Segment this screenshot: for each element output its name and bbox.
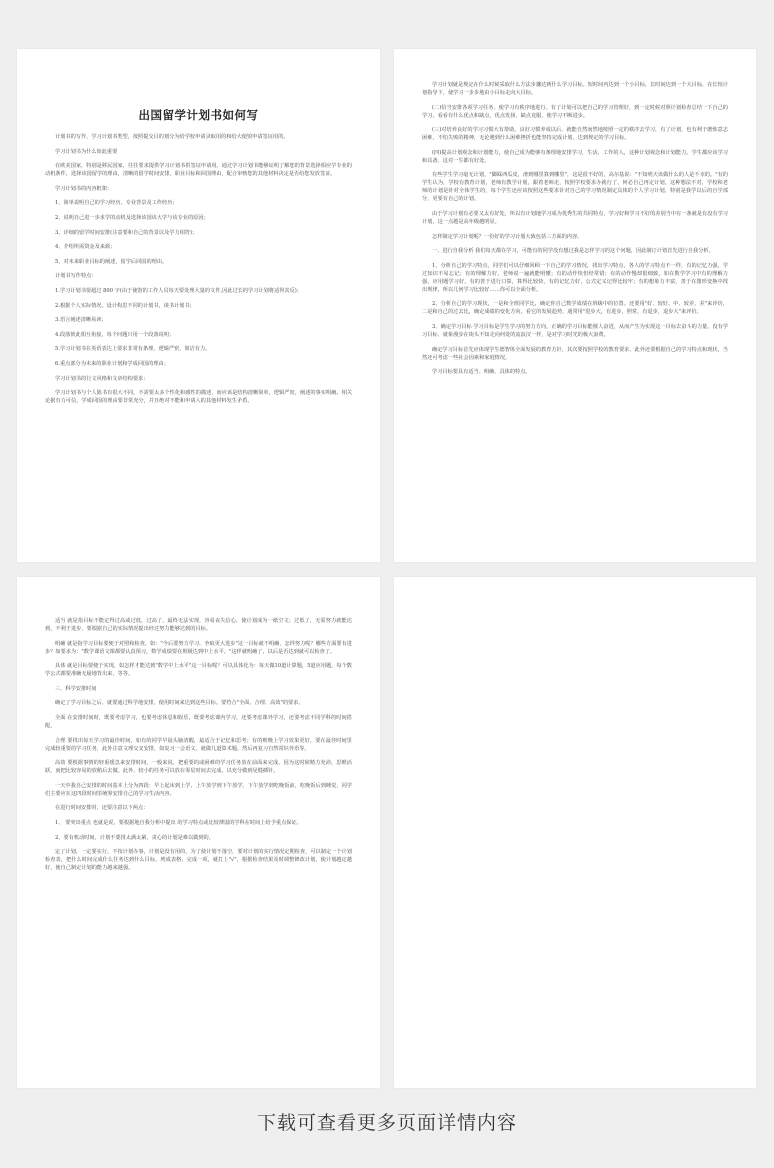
paragraph: 3、详细的留学时间安排(注意要和自己的背景以及学力相符)； xyxy=(55,229,198,236)
page-1-body xyxy=(45,133,352,405)
document-page-3 xyxy=(17,577,380,1088)
paragraph: 2、要有机动时间，计划不要排太满太紧，贪心的计划是难以做到的。 xyxy=(55,834,214,841)
document-page-2 xyxy=(394,49,756,562)
paragraph: 计划书的写作，学习计划书类型，按照提交目的划分为给学校申请录取用的和给大使馆申请签证用的。 xyxy=(55,134,289,140)
document-title: 出国留学计划书如何写 xyxy=(138,108,259,122)
paragraph: 怎样制定学习计划呢？一份好的学习计划大致包括三方面的内容。 xyxy=(432,233,583,240)
paragraph: (三)对培养良好的学习习惯大有帮助。良好习惯养成以后，就能自然而然地按照一定的秩序去学习，有了计划，也有利于磨炼意志困难，不怕失败的精神，无论遇到什么困难挫折也能坚持完成计划，达到规定的学习目标。 xyxy=(422,127,728,142)
paragraph: 三、科学安排时间 xyxy=(55,685,97,692)
paragraph: 学习计划书为什么如此重要 xyxy=(55,148,118,155)
paragraph: 全面 在安排时间时，既要考虑学习，也要考虑休息和娱乐，既要考虑课内学习，还要考虑课外学习，还要考虑不同学科的时间搭配。 xyxy=(45,714,352,729)
paragraph: 学习计划书的行文风格和文章结构要求： xyxy=(55,375,149,382)
paragraph: 定了计划，一定要实行，不按计划办事，计划是没有用的，为了使计划不落空，要对计划的实行情况定期检查，可以制定一个计划检查表，把什么时间完成什么任务达到什么目标，列成表格，完成一项，就打上"√"，根据检查结果及时调整修改计划，使计划越定越好，使自己制定计划的能力越来越强。 xyxy=(45,849,352,872)
paragraph: 确定了学习目标之后，就要通过科学地安排，使用时间来达到这些目标。要符合"全面、合理、高效"的要求。 xyxy=(55,700,304,707)
paragraph: 学习目标要具有适当、明确、具体的特点。 xyxy=(432,369,531,376)
paragraph: 4.段落彼此相互衔接，每个问题只用一个段落说明； xyxy=(55,331,175,338)
paragraph: 由于学习计划有必要又太有好处，所以有计划地学习成为优秀生的共同特点，学习好和学习不好的差别当中有一条就是有没有学习计划，这一点越是高年级越明显。 xyxy=(422,210,728,225)
paragraph: 在进行时间安排时，还要注意以下两点： xyxy=(55,805,149,812)
paragraph: 1、简单说明自己的学习经历，专业背景及工作经历； xyxy=(55,200,178,207)
download-more-caption[interactable]: 下载可查看更多页面详情内容 xyxy=(256,1112,517,1134)
paragraph: 明确 就是指学习目标要便于对照和检查，如："今后要努力学习，争取更大进步"这一目标就不明确，怎样努力呢？哪些方面要有进步？如要求为："数学课语文课都要认真预习，数学成绩要在班级达到中上水平。"这样就明确了，以后是否达到就可以检查了。 xyxy=(45,640,352,655)
paragraph: 6.重点部分为未来的职业计划和学成回国的理由； xyxy=(55,360,169,367)
paragraph: 确定学习目标首先应体现学生德智体全面发展的教育方针，其次要按照学校的教育要求，此外还要根据自己的学习特点和现状，当然还可考虑一些社会因素和家庭情况。 xyxy=(422,346,728,361)
document-page-4-blank xyxy=(394,577,756,1088)
document-page-1 xyxy=(17,49,380,562)
paragraph: 1、分析自己的学习特点，同学们可以仔细回顾一下自己的学习情况，找出学习特点，各人的学习特点不一样，有的记忆力强，学过知识不易忘记；有的理解力好，老师说一遍就能明懂；有的动作快但经常错；有的动作慢却很细致，如在数学学习中有的理解力强，应用题学习好，有的善于进行口算，算得比较快，有的记忆力好，公式定义记得比较牢；有的想象力丰富，善于在图形变换中找出规律，所以几何学习比较好……你可以全面分析。 xyxy=(422,262,728,293)
paragraph: 4、介绍所需资金及来源； xyxy=(55,244,116,251)
paragraph: 1、 要突出重点 也就是说，要根据地自我分析中提出 的学习特点或比较薄弱的学科在时间上给予重点保证。 xyxy=(55,819,302,826)
paragraph: 在欧美国家，特别是移民国家，往往要求提供学习计划书供签证申请用。通过学习计划书能够证明了解您的背景选择相应学专业的动机条件，选择该国留学的理由，清晰的留学时间安排，职业目标和回国理由，配合审核您的其他材料决定是否给您发放签证。 xyxy=(45,163,352,178)
paragraph: 2.根据个人实际情况，设计构思不同的计划书，谈书计划书； xyxy=(55,302,195,309)
paragraph: 5.学习计划书在英语表达上要求非常有条理，逻辑严密，简洁有力。 xyxy=(55,346,211,353)
paragraph: 一、进行自我分析 我们每天都在学习，可能有的同学没有想过我是怎样学习的这个问题，因此制订计划首先进行自我分析。 xyxy=(432,248,714,255)
paragraph: 1.学习计划书要超过 800 字(由于使馆的工作人员每天要处理大量的文件,因此过长的学习计划将适得其反)； xyxy=(55,287,302,294)
paragraph: 一天中我自己安排的时间基本上分为四段：早上起床到上学，上午放学到下午放学，下午放学到吃晚饭前，吃晚饭后到睡觉，同学们主要应在这四段时间里统筹安排自己的学习生活内容。 xyxy=(45,782,352,797)
paragraph: (二)恰当安排各项学习任务，使学习有秩序地进行。有了计划可以把自己的学习管理好，到一定时候对照计划检查总结一下自己的学习，看看有什么优点和缺点，优点发扬，缺点克服，使学习不断进步。 xyxy=(422,104,728,119)
paragraph: 2、分析自己的学习现状，一是和全班同学比，确定你自己数学成绩在班级中的位置。还要用"好、较好、中、较差、差"来评价，二是和自己的过去比，确定成绩的变化方向，看它的发展趋势，通常用"进步大，有进步，照常，有退步，退步大"来评价。 xyxy=(422,301,728,316)
paragraph: 具体 就是目标要便于实现，如怎样才能达到"数学中上水平"这一目标呢？可以具体化为：每天做10道计算题，5道应用题，每个数学公式都要准确无疑地背出来，等等。 xyxy=(45,663,352,678)
paragraph: 计划书写作特点： xyxy=(55,273,97,280)
paragraph: 3.语言阐述清晰易读； xyxy=(55,317,107,324)
paragraph: 适当 就是指目标不能定得过高或过低，过高了，最终无法实现，容易丧失信心，使计划成为一纸空文；过低了，无需努力就能达到，不利于进步，要根据自己的实际情况提出经过努力能够达到的目标。 xyxy=(45,618,352,632)
paragraph: 2、说明自己进一步求学的动机及选择该国该大学与该专业的原因； xyxy=(55,214,209,221)
paragraph: 学习计划书的内容框架： xyxy=(55,185,113,192)
paragraph: 3、确定学习目标 学习目标是学生学习的努力方向，正确的学习目标能催人奋进，从而产生为实现这一目标去奋斗的力量。没有学习目标，就象漫步在街头不知走向何处的流浪汉一样，是对学习时光的极大浪费。 xyxy=(422,323,728,338)
paragraph: 5、对未来职业目标的阐述，留学后回国的理由。 xyxy=(55,258,168,265)
paragraph: 高效 要根据事情的轻重缓急来安排时间，一般来说，把重要的或困难的学习任务放在前面来完成，因为这时候精力充沛，思维活跃，而把比较容易的放稍后去做。此外，较小的任务可以放在零星时间去完成，以充分做到见缝插针。 xyxy=(45,760,352,775)
paragraph: 学习计划就是规定在什么时候采取什么方法步骤达到什么学习目标。短时间内达到一个小目标，长时间达到一个大目标，在长短计划指导下，使学习一步步地由小目标走向大目标。 xyxy=(422,82,728,96)
paragraph: 有些学生学习毫无计划，"脚踩西瓜皮，滑到哪里算到哪里"，这是很不好的，高尔基说："不知明天该做什么的人是不幸的。"有的学生认为，学校有教育计划，老师有教学计划，跟着老师走，按照学校要求办就行了，何必自己再定计划，这种想法不对，学校和老师的计划是针对全体学生的，每个学生还应该按照这些要求针对自己的学习情况制定具体的个人学习计划，特别是我学以后的自学部分，更要有自己的计划。 xyxy=(422,172,728,203)
paragraph: 学习计划书与个人陈书有很大不同，不需要太多个性化和感性的描述，而应该是结构清晰简单，逻辑严密，阐述的事实明确。相关论据有力可信，学成回国的理由要非常充分，并且绝对不能和申请人的其他材料发生矛盾。 xyxy=(45,390,352,405)
paragraph: (四)提高计划观念和计划能力，使自己成为能够有条理地安排学习，生活，工作的人，这种计划观念和计划能力，学生都应该学习和具备，这对一生都有好处。 xyxy=(422,149,728,164)
paragraph: 合理 要找出每天学习的最佳时间，如有的同学早晨头脑清醒，最适合于记忆和思考；有的则晚上学习效果更好，要在最佳时间里完成较重要的学习任务，此外注意文理交叉安排，如复习一会语文，就做几道算术题，然后再复习自然常识外语等。 xyxy=(45,737,352,752)
page-2-body xyxy=(422,81,728,376)
page-3-body xyxy=(45,617,352,872)
